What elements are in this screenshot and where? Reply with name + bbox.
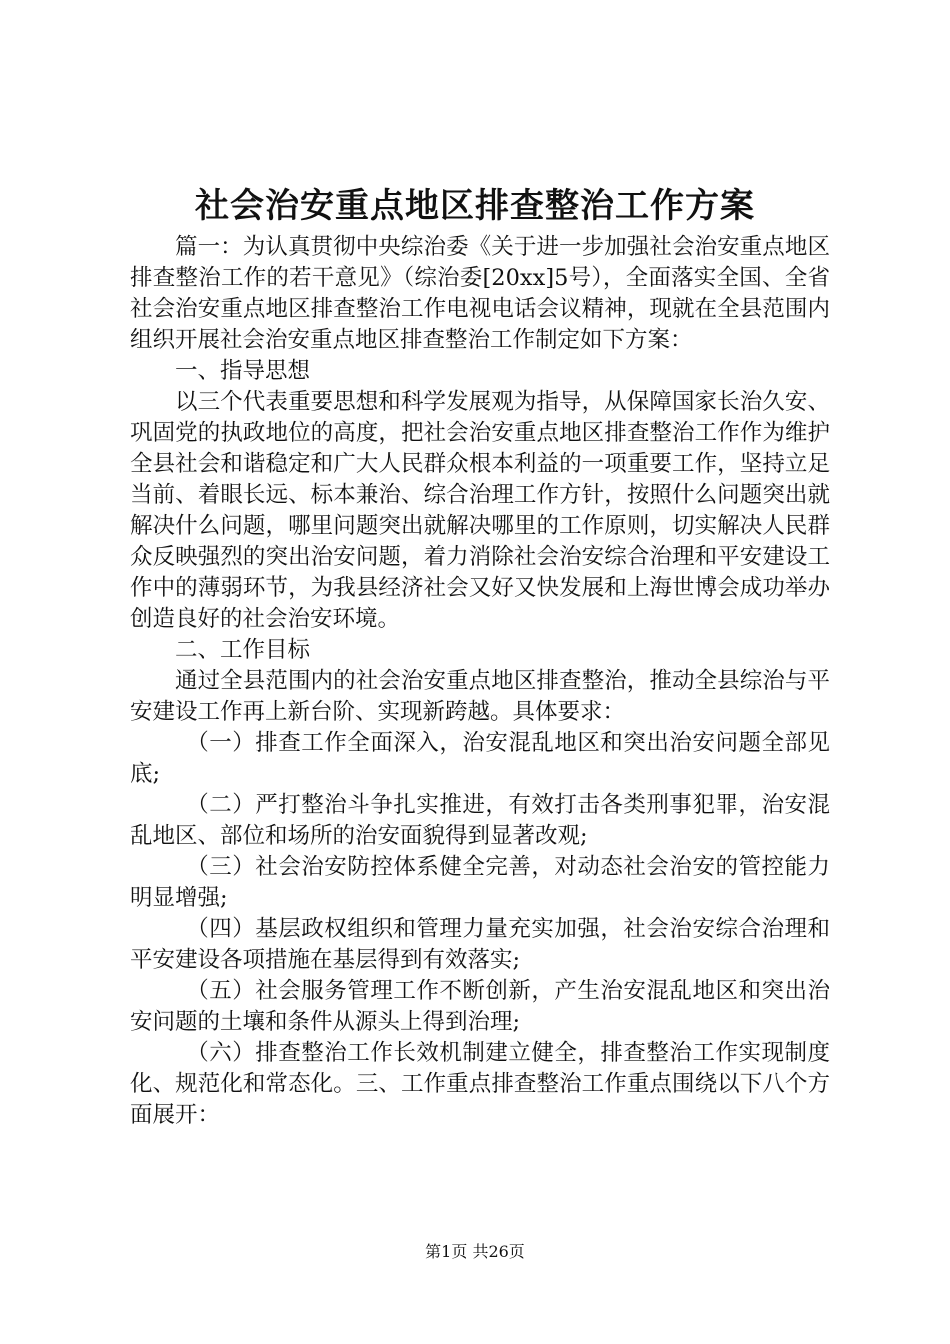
list-item-goal-5: （五）社会服务管理工作不断创新，产生治安混乱地区和突出治安问题的土壤和条件从源头上得到治理; (130, 978, 830, 1035)
document-title: 社会治安重点地区排查整治工作方案 (195, 186, 755, 226)
section-heading-work-goals: 二、工作目标 (175, 637, 311, 663)
list-item-goal-2: （二）严打整治斗争扎实推进，有效打击各类刑事犯罪，治安混乱地区、部位和场所的治安面貌得到显著改观; (130, 792, 830, 849)
paragraph-intro: 篇一：为认真贯彻中央综治委《关于进一步加强社会治安重点地区排查整治工作的若干意见》（综治委[20xx]5号），全面落实全国、全省社会治安重点地区排查整治工作电视电话会议精神，现就在全县范围内组织开展社会治安重点地区排查整治工作制定如下方案： (130, 234, 830, 353)
list-item-goal-3: （三）社会治安防控体系健全完善，对动态社会治安的管控能力明显增强; (130, 854, 830, 911)
page-number-footer: 第1页 共26页 (425, 1242, 525, 1261)
paragraph-work-goals: 通过全县范围内的社会治安重点地区排查整治，推动全县综治与平安建设工作再上新台阶、实现新跨越。具体要求： (130, 668, 830, 725)
document-body (130, 232, 830, 1131)
list-item-goal-6: （六）排查整治工作长效机制建立健全，排查整治工作实现制度化、规范化和常态化。三、工作重点排查整治工作重点围绕以下八个方面展开： (130, 1040, 830, 1128)
list-item-goal-4: （四）基层政权组织和管理力量充实加强，社会治安综合治理和平安建设各项措施在基层得到有效落实; (130, 916, 830, 973)
section-heading-guiding-ideology: 一、指导思想 (175, 358, 311, 384)
list-item-goal-1: （一）排查工作全面深入，治安混乱地区和突出治安问题全部见底; (130, 730, 830, 787)
paragraph-guiding-ideology: 以三个代表重要思想和科学发展观为指导，从保障国家长治久安、巩固党的执政地位的高度，把社会治安重点地区排查整治工作作为维护全县社会和谐稳定和广大人民群众根本利益的一项重要工作，坚持立足当前、着眼长远、标本兼治、综合治理工作方针，按照什么问题突出就解决什么问题，哪里问题突出就解决哪里的工作原则，切实解决人民群众反映强烈的突出治安问题，着力消除社会治安综合治理和平安建设工作中的薄弱环节，为我县经济社会又好又快发展和上海世博会成功举办创造良好的社会治安环境。 (130, 389, 830, 632)
